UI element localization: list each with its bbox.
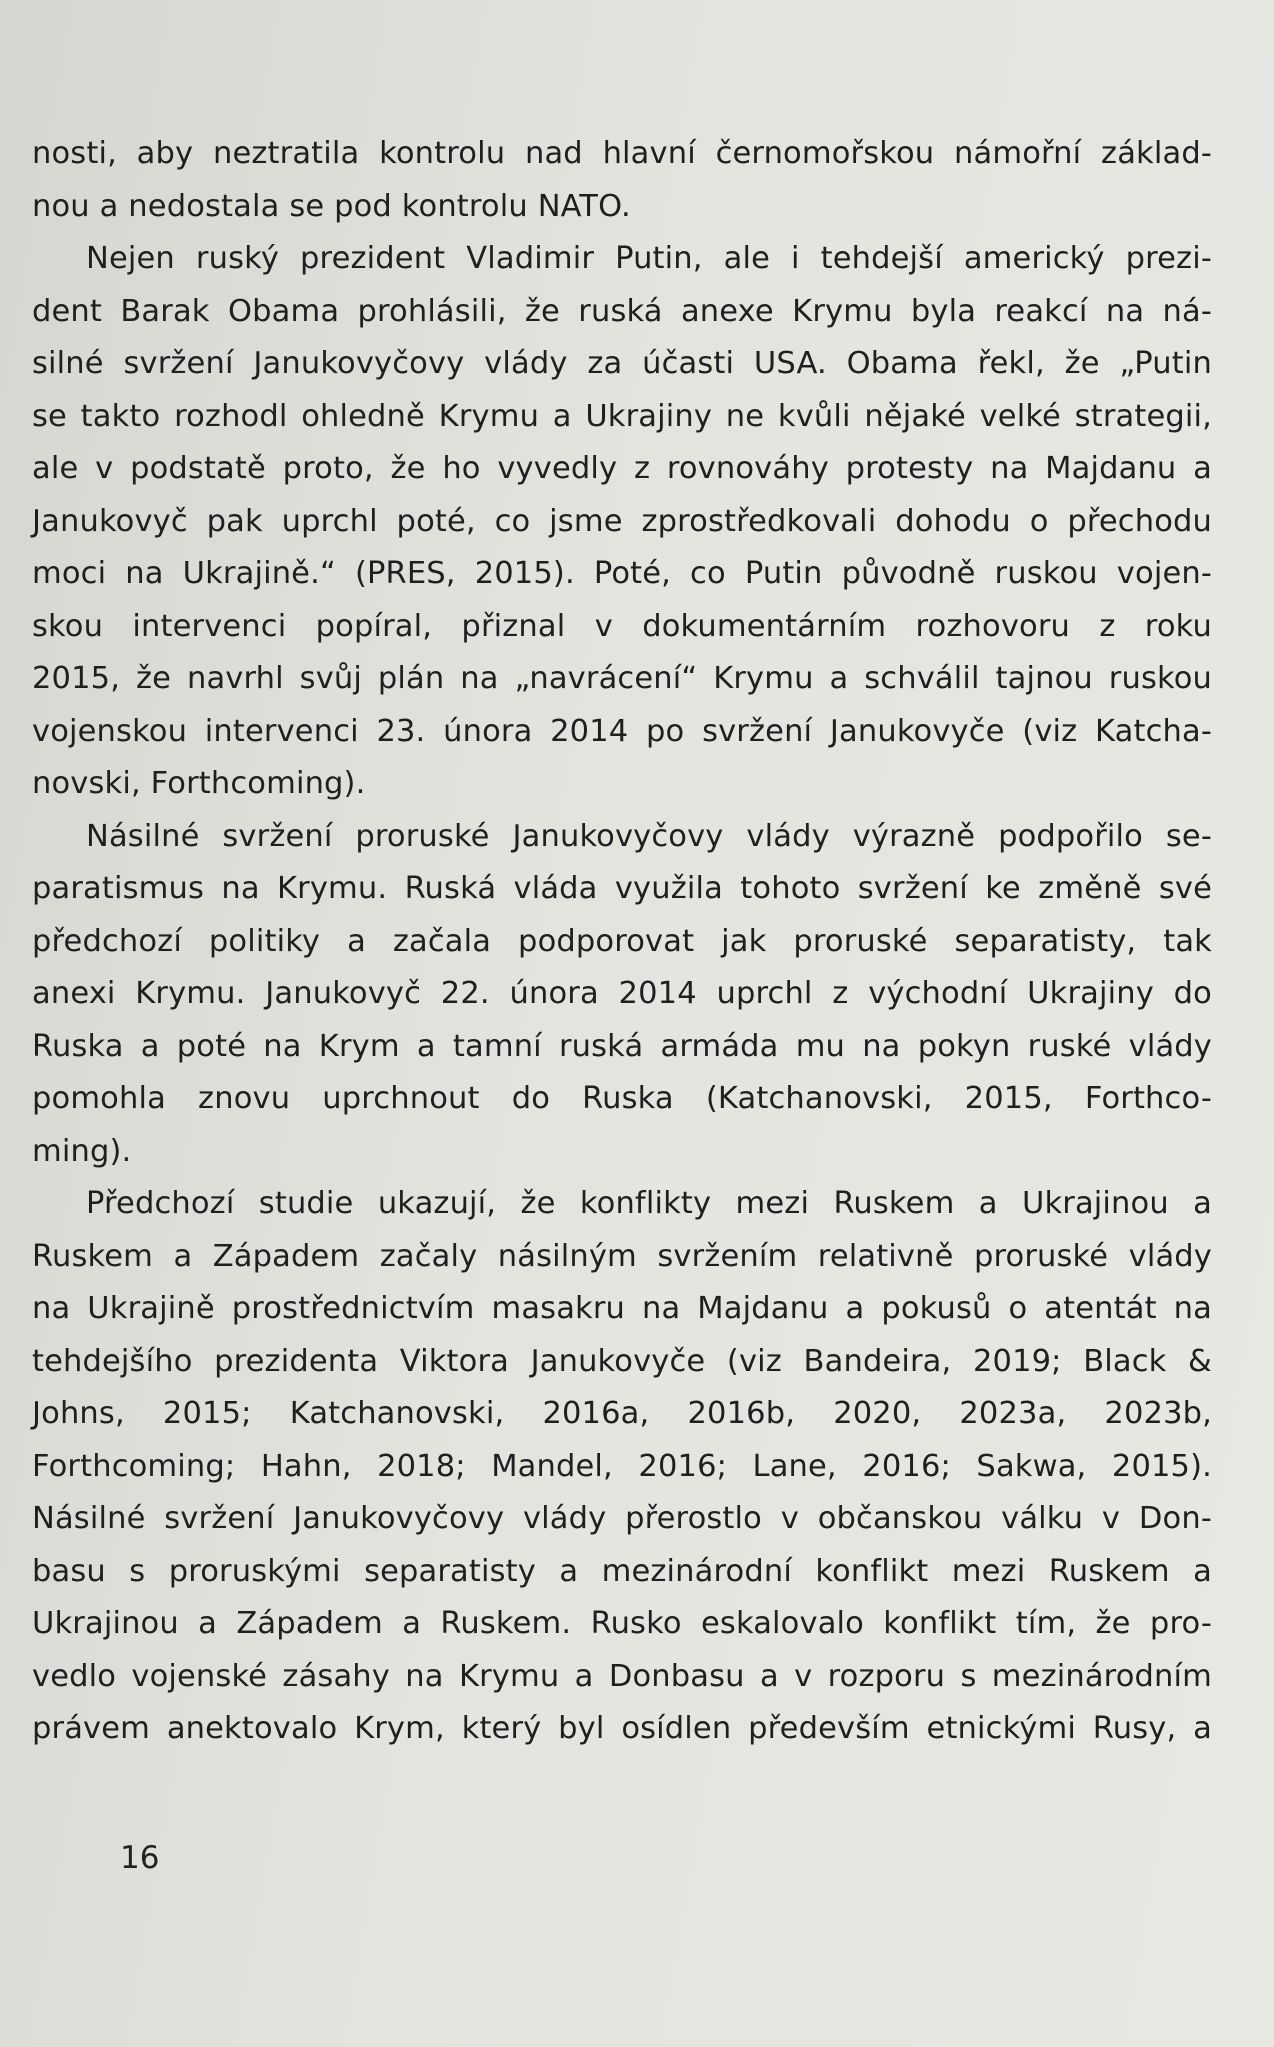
text-line: dent Barak Obama prohlásili, že ruská anexe Krymu byla reakcí na ná- <box>32 293 1212 329</box>
text-line: právem anektovalo Krym, který byl osídlen především etnickými Rusy, a <box>32 1711 1212 1746</box>
text-line: ming). <box>32 1133 132 1169</box>
text-line: se takto rozhodl ohledně Krymu a Ukrajiny ne kvůli nějaké velké strategii, <box>32 398 1212 434</box>
text-line: pomohla znovu uprchnout do Ruska (Katchanovski, 2015, Forthco- <box>32 1081 1212 1116</box>
text-line: na Ukrajině prostřednictvím masakru na Majdanu a pokusů o atentát na <box>32 1291 1212 1326</box>
body-text <box>32 128 1212 1756</box>
text-line: Násilné svržení proruské Janukovyčovy vlády výrazně podpořilo se- <box>86 818 1212 854</box>
text-line: 2015, že navrhl svůj plán na „navrácení“ Krymu a schválil tajnou ruskou <box>32 661 1212 696</box>
text-line: Nejen ruský prezident Vladimir Putin, ale i tehdejší americký prezi- <box>86 241 1212 276</box>
text-line: nou a nedostala se pod kontrolu NATO. <box>32 188 631 224</box>
text-line: moci na Ukrajině.“ (PRES, 2015). Poté, co Putin původně ruskou vojen- <box>32 556 1212 591</box>
text-line: paratismus na Krymu. Ruská vláda využila tohoto svržení ke změně své <box>32 871 1212 906</box>
text-line: předchozí politiky a začala podporovat jak proruské separatisty, tak <box>32 923 1212 959</box>
text-line: Násilné svržení Janukovyčovy vlády přerostlo v občanskou válku v Don- <box>32 1501 1212 1536</box>
text-line: Ruska a poté na Krym a tamní ruská armáda mu na pokyn ruské vlády <box>32 1028 1212 1064</box>
text-line: Ukrajinou a Západem a Ruskem. Rusko eskalovalo konflikt tím, že pro- <box>32 1606 1212 1641</box>
text-line: tehdejšího prezidenta Viktora Janukovyče (viz Bandeira, 2019; Black & <box>32 1343 1212 1379</box>
text-line: Janukovyč pak uprchl poté, co jsme zprostředkovali dohodu o přechodu <box>32 503 1212 539</box>
text-line: novski, Forthcoming). <box>32 766 366 801</box>
text-line: Ruskem a Západem začaly násilným svržením relativně proruské vlády <box>32 1238 1212 1274</box>
page-number: 16 <box>120 1840 160 1876</box>
text-line: skou intervenci popíral, přiznal v dokumentárním rozhovoru z roku <box>32 608 1212 644</box>
text-line: vedlo vojenské zásahy na Krymu a Donbasu a v rozporu s mezinárodním <box>32 1658 1212 1694</box>
text-line: ale v podstatě proto, že ho vyvedly z rovnováhy protesty na Majdanu a <box>32 451 1212 486</box>
text-line: Johns, 2015; Katchanovski, 2016a, 2016b, 2020, 2023a, 2023b, <box>32 1396 1212 1431</box>
text-line: Předchozí studie ukazují, že konflikty mezi Ruskem a Ukrajinou a <box>86 1186 1212 1221</box>
text-line: anexi Krymu. Janukovyč 22. února 2014 uprchl z východní Ukrajiny do <box>32 976 1212 1011</box>
text-line: Forthcoming; Hahn, 2018; Mandel, 2016; Lane, 2016; Sakwa, 2015). <box>32 1448 1212 1484</box>
text-line: basu s proruskými separatisty a mezinárodní konflikt mezi Ruskem a <box>32 1553 1212 1589</box>
text-line: nosti, aby neztratila kontrolu nad hlavní černomořskou námořní základ- <box>32 136 1212 171</box>
text-line: vojenskou intervenci 23. února 2014 po svržení Janukovyče (viz Katcha- <box>32 713 1212 749</box>
text-line: silné svržení Janukovyčovy vlády za účasti USA. Obama řekl, že „Putin <box>32 346 1212 381</box>
